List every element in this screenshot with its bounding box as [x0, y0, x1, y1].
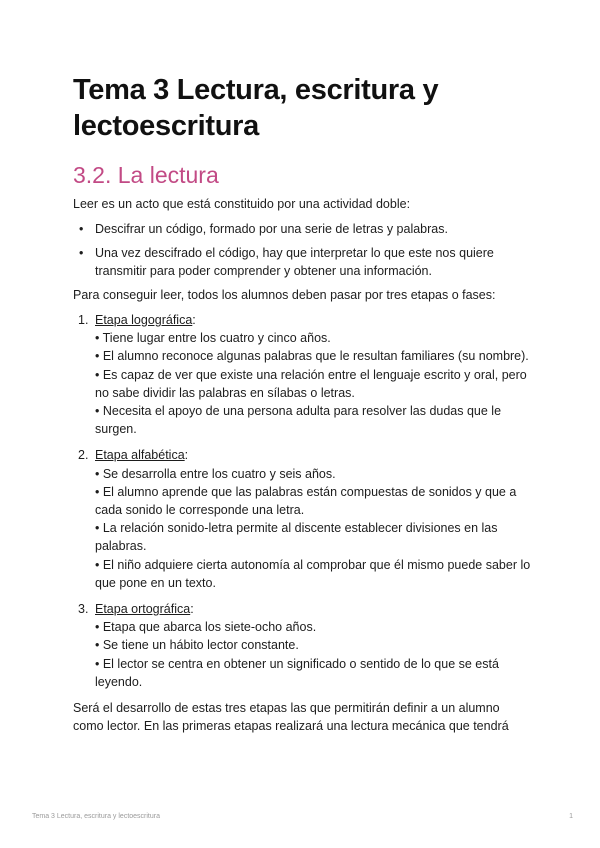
document-title: Tema 3 Lectura, escritura y lectoescritura [73, 74, 439, 142]
stage-item-alfabetica [73, 446, 533, 592]
stage-line: • Tiene lugar entre los cuatro y cinco años. [95, 331, 331, 346]
section-heading: 3.2. La lectura [73, 162, 219, 188]
stage-line: • El niño adquiere cierta autonomía al comprobar que él mismo puede saber lo que pone en un texto. [95, 557, 531, 590]
stage-line: • El alumno reconoce algunas palabras que le resultan familiares (su nombre). [95, 349, 529, 364]
list-item-text: Descifrar un código, formado por una serie de letras y palabras. [95, 222, 448, 236]
stage-line: • El alumno aprende que las palabras están compuestas de sonidos y que a cada sonido le corresponde una letra. [95, 484, 517, 518]
stage-title-colon: : [184, 448, 189, 463]
stage-title-colon: : [192, 313, 196, 327]
stage-title-colon: : [190, 602, 194, 617]
stage-line: • Etapa que abarca los siete-ocho años. [95, 620, 317, 635]
stage-title: Etapa ortográfica [95, 602, 191, 617]
stage-item-logografica [73, 311, 533, 438]
stage-number: 2. [78, 448, 89, 463]
bullet-marker: • [79, 222, 84, 236]
stage-title: Etapa alfabética [95, 448, 185, 463]
page-footer [32, 813, 573, 820]
activity-list [73, 220, 533, 280]
list-item [73, 220, 533, 238]
stage-line: • Es capaz de ver que existe una relación entre el lenguaje escrito y oral, pero no sabe dividir las palabras en sílabas o letras. [95, 367, 527, 400]
stage-line: • Se desarrolla entre los cuatro y seis años. [95, 466, 336, 481]
page-number: 1 [569, 813, 573, 820]
stage-line: • Se tiene un hábito lector constante. [95, 638, 299, 653]
bullet-marker: • [79, 246, 84, 260]
list-item [73, 244, 533, 280]
intro-paragraph: Leer es un acto que está constituido por una actividad doble: [73, 197, 411, 211]
document-page [73, 72, 533, 735]
stage-line: • La relación sonido-letra permite al discente establecer divisiones en las palabras. [95, 521, 498, 554]
stage-line: • El lector se centra en obtener un significado o sentido de lo que se está leyendo. [95, 656, 499, 689]
stage-number: 1. [78, 313, 89, 327]
closing-paragraph: Será el desarrollo de estas tres etapas las que permitirán definir a un alumno como lector. En las primeras etapas realizará una lectura mecánica que tendrá [73, 701, 509, 734]
stage-number: 3. [78, 602, 89, 617]
stage-title: Etapa logográfica [95, 313, 193, 327]
footer-title: Tema 3 Lectura, escritura y lectoescritura [32, 813, 160, 820]
stages-list [73, 311, 533, 691]
stage-item-ortografica [73, 600, 533, 691]
list-item-text: Una vez descifrado el código, hay que interpretar lo que este nos quiere transmitir para poder comprender y obtener una información. [95, 246, 494, 278]
stage-line: • Necesita el apoyo de una persona adulta para resolver las dudas que le surgen. [95, 404, 502, 437]
stages-intro-paragraph: Para conseguir leer, todos los alumnos deben pasar por tres etapas o fases: [73, 288, 496, 302]
